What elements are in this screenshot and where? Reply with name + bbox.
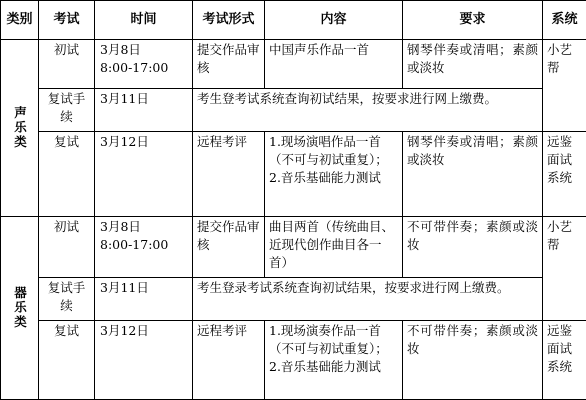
stage-cell: 复试手续 xyxy=(39,278,95,321)
form-cell: 提交作品审核 xyxy=(193,40,265,89)
system-cell: 远鉴面试系统 xyxy=(543,132,586,217)
table-row xyxy=(1,278,586,321)
time-range: 8:00-17:00 xyxy=(100,237,169,252)
content-cell: 曲目两首（传统曲目、近现代创作曲目各一首） xyxy=(265,217,403,278)
stage-cell: 初试 xyxy=(39,40,95,89)
header-time: 时间 xyxy=(95,1,193,40)
header-requirement: 要求 xyxy=(403,1,543,40)
header-content: 内容 xyxy=(265,1,403,40)
header-form: 考试形式 xyxy=(193,1,265,40)
content-cell: 1.现场演唱作品一首（不可与初试重复）；2.音乐基础能力测试 xyxy=(265,132,403,217)
requirement-cell: 钢琴伴奏或清唱；素颜或淡妆 xyxy=(403,132,543,217)
header-row xyxy=(1,1,586,40)
time-range: 8:00-17:00 xyxy=(100,60,169,75)
header-stage: 考试 xyxy=(39,1,95,40)
stage-cell: 初试 xyxy=(39,217,95,278)
requirement-cell: 不可带伴奏；素颜或淡妆 xyxy=(403,217,543,278)
time-cell: 3月11日 xyxy=(95,278,193,321)
stage-cell: 复试 xyxy=(39,321,95,400)
time-date: 3月8日 xyxy=(100,42,141,57)
table-row xyxy=(1,89,586,132)
stage-cell: 复试 xyxy=(39,132,95,217)
form-cell: 远程考评 xyxy=(193,132,265,217)
time-cell: 3月12日 xyxy=(95,132,193,217)
category-vocal: 声乐类 xyxy=(1,40,39,217)
system-cell: 小艺帮 xyxy=(543,217,586,321)
merged-note-cell: 考生登考试系统查询初试结果，按要求进行网上缴费。 xyxy=(193,89,543,132)
category-instrumental: 器乐类 xyxy=(1,217,39,400)
system-cell: 远鉴面试系统 xyxy=(543,321,586,400)
time-cell: 3月11日 xyxy=(95,89,193,132)
requirement-cell: 钢琴伴奏或清唱；素颜或淡妆 xyxy=(403,40,543,89)
content-cell: 中国声乐作品一首 xyxy=(265,40,403,89)
stage-cell: 复试手续 xyxy=(39,89,95,132)
content-cell: 1.现场演奏作品一首（不可与初试重复）；2.音乐基础能力测试 xyxy=(265,321,403,400)
form-cell: 远程考评 xyxy=(193,321,265,400)
table-row xyxy=(1,132,586,217)
header-system: 系统 xyxy=(543,1,586,40)
time-cell: 3月12日 xyxy=(95,321,193,400)
time-date: 3月8日 xyxy=(100,219,141,234)
time-cell xyxy=(95,40,193,89)
header-category: 类别 xyxy=(1,1,39,40)
time-cell xyxy=(95,217,193,278)
merged-note-cell: 考生登录考试系统查询初试结果，按要求进行网上缴费。 xyxy=(193,278,543,321)
table-row xyxy=(1,217,586,278)
requirement-cell: 不可带伴奏；素颜或淡妆 xyxy=(403,321,543,400)
table-row xyxy=(1,321,586,400)
table-row xyxy=(1,40,586,89)
form-cell: 提交作品审核 xyxy=(193,217,265,278)
system-cell: 小艺帮 xyxy=(543,40,586,132)
